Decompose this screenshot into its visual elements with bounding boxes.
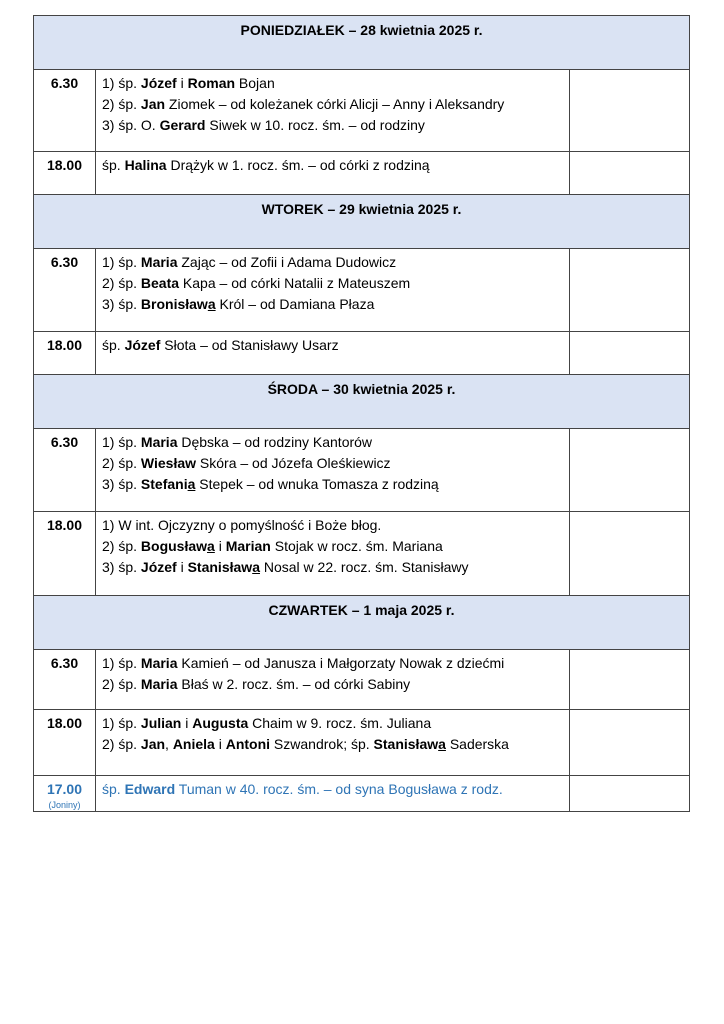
intention-name: Beata — [140, 275, 180, 291]
intention-text: Skóra – od Józefa Oleśkiewicz — [196, 455, 391, 471]
intention-name: Maria — [140, 254, 178, 270]
mass-intentions — [96, 152, 570, 195]
mass-time — [34, 249, 96, 332]
intention-text: 2) śp. — [102, 538, 141, 554]
mass-row — [34, 249, 690, 332]
intention-text: 1) śp. — [102, 715, 141, 731]
intention-text: Szwandrok; śp. — [270, 736, 374, 752]
intention-line — [102, 653, 569, 674]
mass-schedule — [33, 15, 689, 812]
intention-line — [102, 734, 569, 755]
intention-text: Nosal w 22. rocz. śm. Stanisławy — [259, 559, 469, 575]
mass-row — [34, 710, 690, 776]
intention-text: 2) śp. — [102, 455, 141, 471]
intention-name: Augusta — [192, 715, 249, 731]
schedule-table — [33, 15, 690, 812]
intention-name: Bronisław — [140, 296, 208, 312]
intention-text: Dębska – od rodziny Kantorów — [177, 434, 373, 450]
intention-text: i — [181, 715, 193, 731]
intention-name: Maria — [140, 676, 178, 692]
mass-time-value: 18.00 — [46, 715, 83, 731]
notes-cell — [570, 332, 690, 375]
mass-intentions — [96, 429, 570, 512]
intention-name: Maria — [140, 434, 178, 450]
day-header: ŚRODA – 30 kwietnia 2025 r. — [34, 375, 690, 429]
intention-name: Stanisław — [187, 559, 253, 575]
intention-text: i — [214, 538, 226, 554]
intention-text: 3) śp. — [102, 559, 141, 575]
intention-text: 2) śp. — [102, 736, 141, 752]
intention-name: Marian — [225, 538, 271, 554]
mass-time — [34, 70, 96, 152]
intention-name: Józef — [140, 75, 177, 91]
mass-time — [34, 152, 96, 195]
intention-text: 1) W int. Ojczyzny o pomyślność i Boże błog. — [102, 517, 382, 533]
intention-text: i — [214, 736, 226, 752]
intention-name: Gerard — [159, 117, 206, 133]
intention-text: Słota – od Stanisławy Usarz — [160, 337, 339, 353]
mass-time-value: 6.30 — [50, 655, 79, 671]
mass-time — [34, 512, 96, 596]
mass-intentions — [96, 776, 570, 812]
intention-text: śp. — [102, 157, 125, 173]
intention-name: Józef — [124, 337, 161, 353]
mass-time-value: 6.30 — [50, 254, 79, 270]
mass-intentions — [96, 332, 570, 375]
mass-intentions — [96, 512, 570, 596]
mass-row — [34, 332, 690, 375]
notes-cell — [570, 152, 690, 195]
mass-row — [34, 152, 690, 195]
intention-text: Chaim w 9. rocz. śm. Juliana — [248, 715, 432, 731]
intention-line — [102, 536, 569, 557]
notes-cell — [570, 776, 690, 812]
mass-intentions — [96, 70, 570, 152]
intention-name: Halina — [124, 157, 167, 173]
mass-time — [34, 776, 96, 812]
day-header: PONIEDZIAŁEK – 28 kwietnia 2025 r. — [34, 16, 690, 70]
day-header: CZWARTEK – 1 maja 2025 r. — [34, 596, 690, 650]
intention-text: 2) śp. — [102, 275, 141, 291]
intention-text: , — [165, 736, 173, 752]
intention-line — [102, 432, 569, 453]
day-header-row — [34, 596, 690, 650]
intention-text: 1) śp. — [102, 655, 141, 671]
intention-line — [102, 252, 569, 273]
intention-line — [102, 335, 569, 356]
mass-location: (Joniny) — [48, 800, 81, 810]
intention-text: 3) śp. — [102, 476, 141, 492]
intention-line — [102, 453, 569, 474]
intention-name: Antoni — [225, 736, 271, 752]
mass-time — [34, 710, 96, 776]
intention-text: Stepek – od wnuka Tomasza z rodziną — [195, 476, 439, 492]
intention-line — [102, 557, 569, 578]
intention-name: Aniela — [172, 736, 215, 752]
intention-name: Józef — [140, 559, 177, 575]
intention-text: 1) śp. — [102, 254, 141, 270]
intention-name: Maria — [140, 655, 178, 671]
intention-line — [102, 155, 569, 176]
intention-text: Drążyk w 1. rocz. śm. – od córki z rodziną — [166, 157, 430, 173]
intention-text: śp. — [102, 337, 125, 353]
intention-name: Bogusław — [140, 538, 208, 554]
mass-time-value: 6.30 — [50, 434, 79, 450]
intention-name: a — [438, 736, 446, 752]
intention-text: i — [176, 75, 188, 91]
mass-row — [34, 70, 690, 152]
intention-text: Ziomek – od koleżanek córki Alicji – Anny i Aleksandry — [165, 96, 505, 112]
notes-cell — [570, 710, 690, 776]
mass-intentions — [96, 249, 570, 332]
mass-row — [34, 650, 690, 710]
intention-line — [102, 474, 569, 495]
intention-text: 1) śp. — [102, 75, 141, 91]
intention-name: a — [187, 476, 196, 492]
intention-name: a — [207, 538, 215, 554]
mass-row — [34, 512, 690, 596]
intention-name: Jan — [140, 96, 166, 112]
mass-time — [34, 332, 96, 375]
intention-line — [102, 94, 569, 115]
intention-text: Tuman w 40. rocz. śm. – od syna Bogusława z rodz. — [175, 781, 503, 797]
intention-text: śp. — [102, 781, 125, 797]
day-header-row — [34, 16, 690, 70]
intention-line — [102, 713, 569, 734]
notes-cell — [570, 429, 690, 512]
intention-text: 1) śp. — [102, 434, 141, 450]
intention-line — [102, 294, 569, 315]
intention-line — [102, 674, 569, 695]
intention-name: Stefani — [140, 476, 188, 492]
intention-text: Stojak w rocz. śm. Mariana — [270, 538, 443, 554]
schedule-body — [34, 16, 690, 812]
mass-time-value: 18.00 — [46, 517, 83, 533]
intention-text: Błaś w 2. rocz. śm. – od córki Sabiny — [177, 676, 411, 692]
intention-name: Julian — [140, 715, 182, 731]
intention-text: i — [176, 559, 188, 575]
intention-text: Kamień – od Janusza i Małgorzaty Nowak z dziećmi — [177, 655, 505, 671]
intention-name: Edward — [124, 781, 176, 797]
notes-cell — [570, 650, 690, 710]
intention-text: 2) śp. — [102, 96, 141, 112]
mass-time-value: 17.00 — [46, 781, 83, 797]
intention-line — [102, 273, 569, 294]
mass-row — [34, 776, 690, 812]
mass-time-value: 18.00 — [46, 157, 83, 173]
intention-text: Bojan — [235, 75, 275, 91]
notes-cell — [570, 70, 690, 152]
intention-line — [102, 779, 569, 800]
mass-time — [34, 650, 96, 710]
intention-text: Saderska — [445, 736, 509, 752]
intention-name: Wiesław — [140, 455, 197, 471]
intention-line — [102, 115, 569, 136]
notes-cell — [570, 512, 690, 596]
day-header: WTOREK – 29 kwietnia 2025 r. — [34, 195, 690, 249]
intention-line — [102, 73, 569, 94]
intention-name: Jan — [140, 736, 166, 752]
intention-name: a — [252, 559, 260, 575]
intention-text: 3) śp. — [102, 296, 141, 312]
intention-text: 3) śp. O. — [102, 117, 160, 133]
intention-name: Stanisław — [373, 736, 439, 752]
intention-text: Kapa – od córki Natalii z Mateuszem — [179, 275, 411, 291]
mass-intentions — [96, 650, 570, 710]
day-header-row — [34, 195, 690, 249]
mass-time-value: 18.00 — [46, 337, 83, 353]
mass-time — [34, 429, 96, 512]
mass-row — [34, 429, 690, 512]
intention-text: Siwek w 10. rocz. śm. – od rodziny — [205, 117, 425, 133]
day-header-row — [34, 375, 690, 429]
notes-cell — [570, 249, 690, 332]
intention-line — [102, 515, 569, 536]
intention-text: Zając – od Zofii i Adama Dudowicz — [177, 254, 397, 270]
intention-text: Król – od Damiana Płaza — [215, 296, 375, 312]
intention-name: Roman — [187, 75, 236, 91]
mass-time-value: 6.30 — [50, 75, 79, 91]
intention-name: a — [207, 296, 216, 312]
mass-intentions — [96, 710, 570, 776]
intention-text: 2) śp. — [102, 676, 141, 692]
